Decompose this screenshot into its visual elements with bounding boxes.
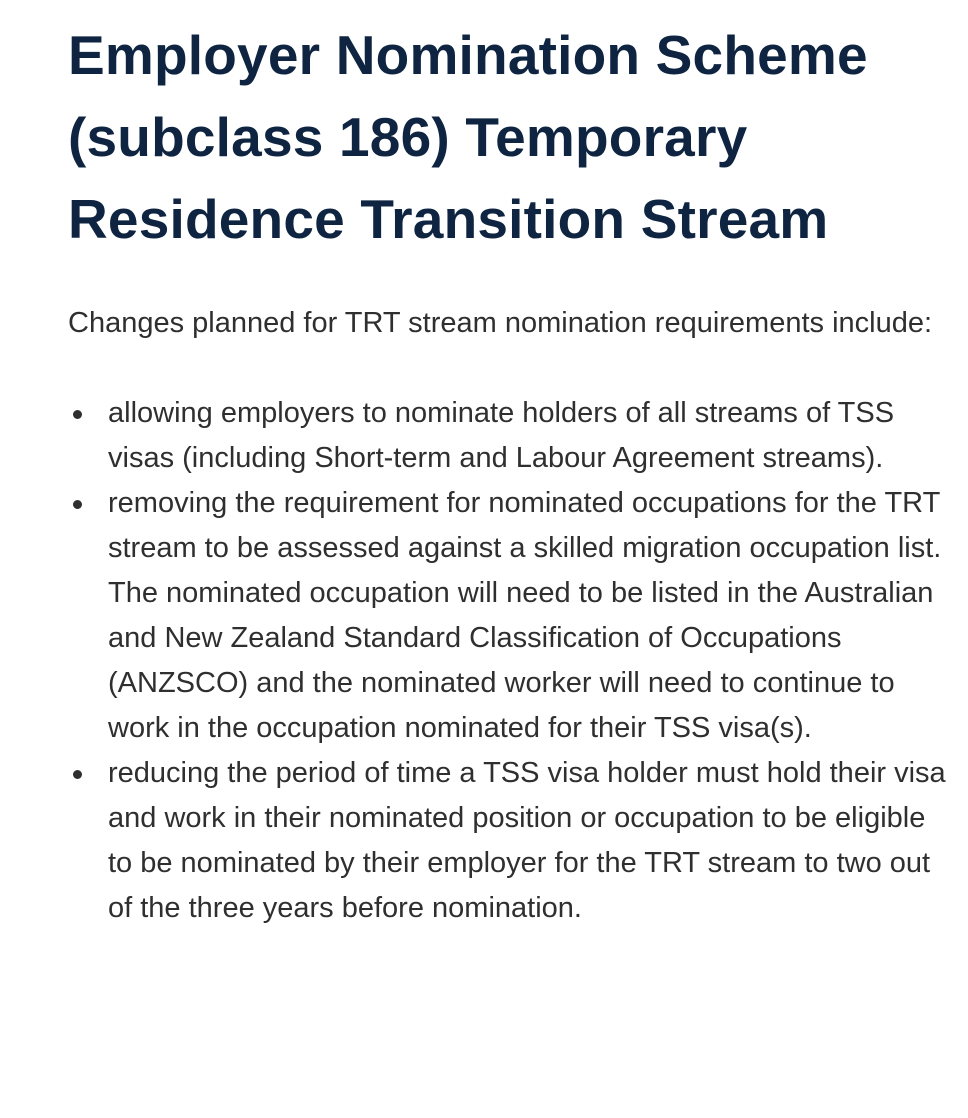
list-item-text: allowing employers to nominate holders of all streams of TSS visas (including Short-term and Labour Agreement streams). [108,397,895,474]
list-item-text: removing the requirement for nominated occupations for the TRT stream to be assessed against a skilled migration occupation list. The nominated occupation will need to be listed in the Australian and New Zealand Standard Classification of Occupations (ANZSCO) and the nominated worker will need to continue to work in the occupation nominated for their TSS visa(s). [108,487,942,744]
requirements-list [68,391,948,931]
list-item [68,481,948,751]
bullet-icon [73,410,82,419]
list-item-text: reducing the period of time a TSS visa holder must hold their visa and work in their nominated position or occupation to be eligible to be nominated by their employer for the TRT stream to two out of the three years before nomination. [108,757,946,924]
page-title: Employer Nomination Scheme (subclass 186) Temporary Residence Transition Stream [68,24,868,250]
bullet-icon [73,500,82,509]
list-item [68,391,948,481]
article-content [68,0,948,931]
bullet-icon [73,770,82,779]
intro-paragraph: Changes planned for TRT stream nomination requirements include: [68,307,933,339]
list-item [68,751,948,931]
